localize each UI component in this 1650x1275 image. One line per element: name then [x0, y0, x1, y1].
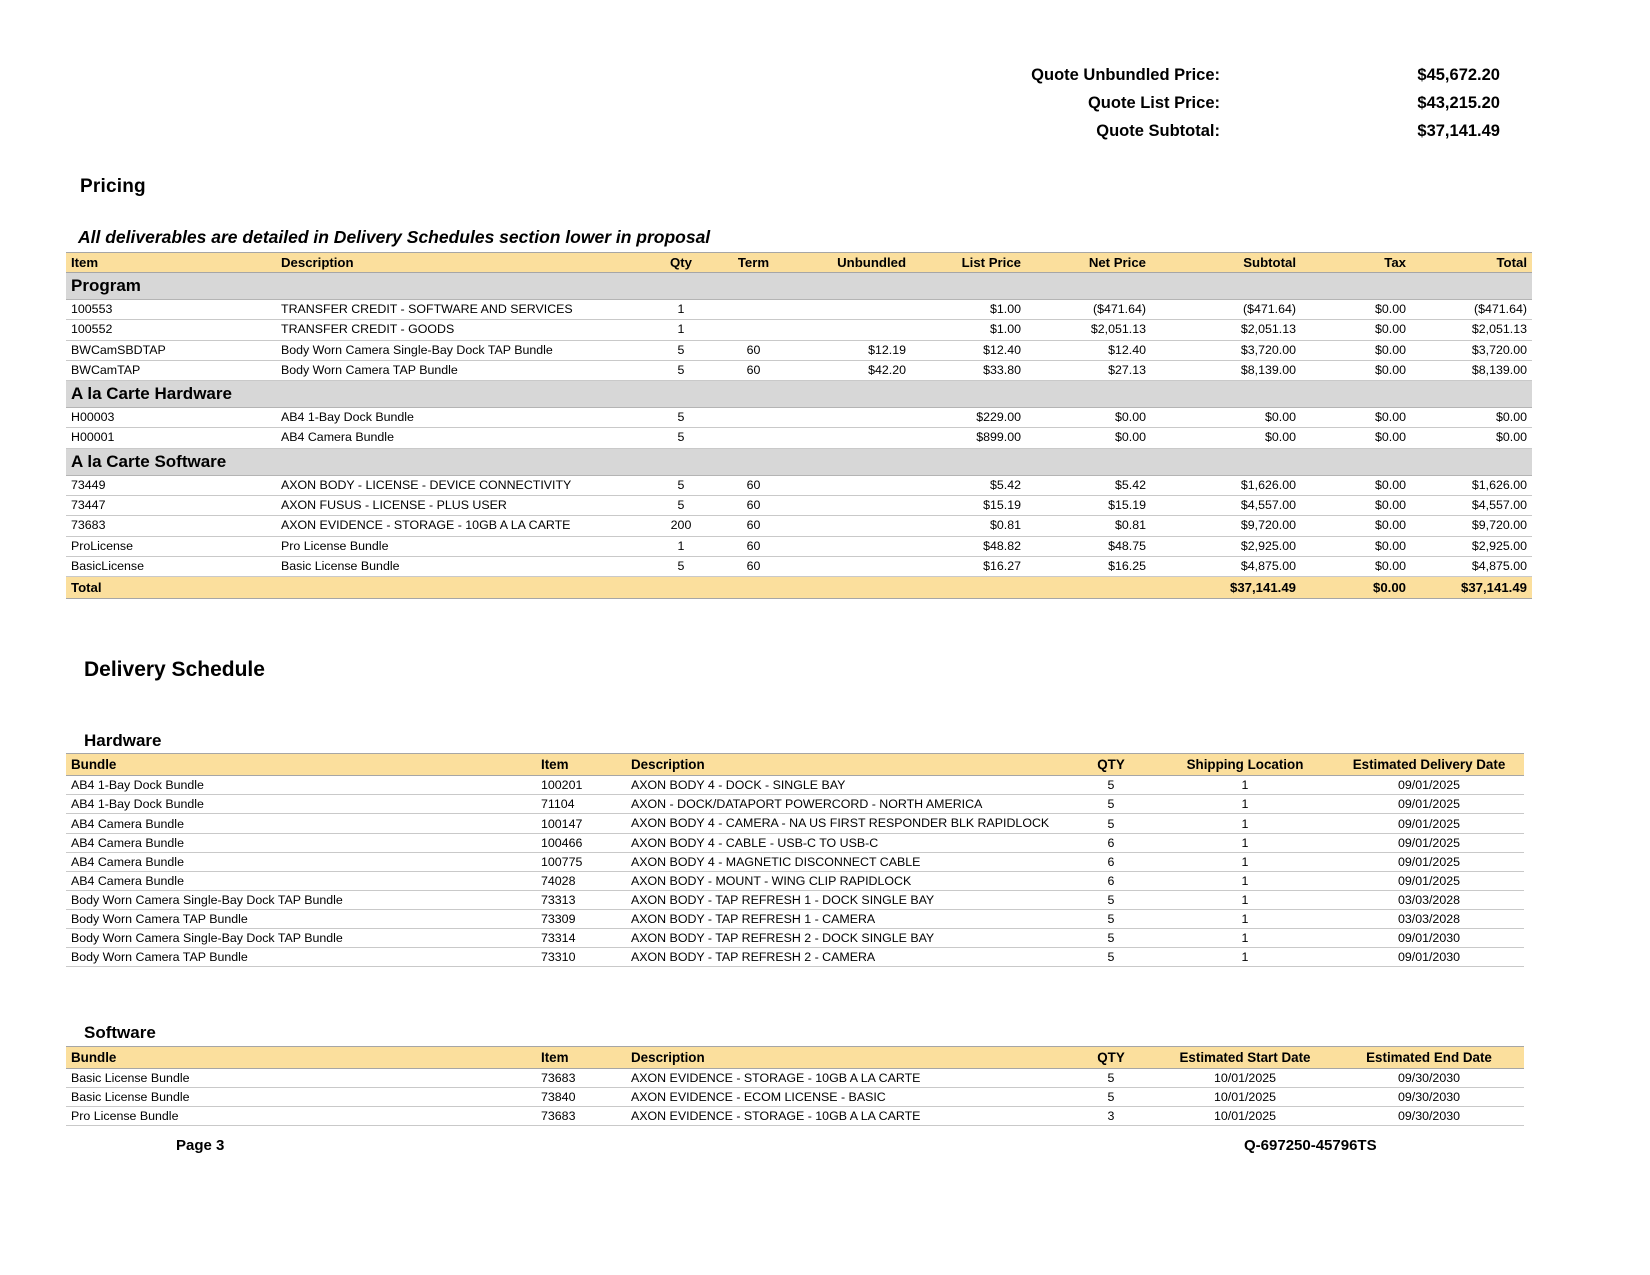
hardware-cell-delivery-date: 09/01/2030 — [1334, 929, 1524, 948]
software-table-head — [66, 1047, 1524, 1069]
quote-summary-value: $37,141.49 — [1417, 122, 1500, 140]
software-col-header: Description — [626, 1047, 1066, 1069]
pricing-col-header: Qty — [646, 253, 716, 273]
pricing-cell-list-price: $48.82 — [911, 536, 1026, 556]
software-cell-start-date: 10/01/2025 — [1156, 1107, 1334, 1126]
pricing-cell-term: 60 — [716, 496, 791, 516]
table-row — [66, 853, 1524, 872]
hardware-cell-item: 100147 — [536, 814, 626, 834]
pricing-cell-list-price: $12.40 — [911, 340, 1026, 360]
pricing-cell-unbundled — [791, 408, 911, 428]
software-col-header: Estimated End Date — [1334, 1047, 1524, 1069]
table-row — [66, 475, 1532, 495]
hardware-cell-bundle: Body Worn Camera TAP Bundle — [66, 948, 536, 967]
software-table-body — [66, 1069, 1524, 1126]
hardware-cell-shipping-location: 1 — [1156, 948, 1334, 967]
hardware-cell-item: 74028 — [536, 872, 626, 891]
pricing-cell-list-price: $0.81 — [911, 516, 1026, 536]
pricing-total-total: $37,141.49 — [1411, 577, 1532, 599]
pricing-cell-net-price: $0.00 — [1026, 428, 1151, 448]
hardware-header-row — [66, 754, 1524, 776]
hardware-cell-item: 100466 — [536, 834, 626, 853]
pricing-cell-subtotal: $2,051.13 — [1151, 320, 1301, 340]
pricing-cell-qty: 5 — [646, 475, 716, 495]
pricing-cell-item: 73683 — [66, 516, 276, 536]
pricing-cell-term: 60 — [716, 536, 791, 556]
pricing-cell-qty: 5 — [646, 496, 716, 516]
hardware-cell-description: AXON BODY 4 - CAMERA - NA US FIRST RESPONDER BLK RAPIDLOCK — [626, 814, 1066, 834]
section-title-delivery-schedule: Delivery Schedule — [84, 658, 265, 681]
hardware-cell-item: 100201 — [536, 776, 626, 795]
pricing-cell-item: H00001 — [66, 428, 276, 448]
hardware-cell-qty: 5 — [1066, 814, 1156, 834]
hardware-cell-description: AXON BODY - TAP REFRESH 1 - DOCK SINGLE BAY — [626, 891, 1066, 910]
hardware-cell-qty: 6 — [1066, 834, 1156, 853]
hardware-cell-description: AXON BODY - TAP REFRESH 1 - CAMERA — [626, 910, 1066, 929]
pricing-cell-total: $2,925.00 — [1411, 536, 1532, 556]
hardware-cell-qty: 6 — [1066, 853, 1156, 872]
pricing-cell-qty: 5 — [646, 360, 716, 380]
software-col-header: Estimated Start Date — [1156, 1047, 1334, 1069]
hardware-cell-item: 73309 — [536, 910, 626, 929]
pricing-cell-description: Basic License Bundle — [276, 556, 646, 576]
pricing-cell-term: 60 — [716, 360, 791, 380]
pricing-header-row — [66, 253, 1532, 273]
hardware-cell-delivery-date: 09/01/2025 — [1334, 776, 1524, 795]
hardware-cell-bundle: Body Worn Camera Single-Bay Dock TAP Bundle — [66, 891, 536, 910]
pricing-cell-unbundled: $42.20 — [791, 360, 911, 380]
pricing-cell-list-price: $229.00 — [911, 408, 1026, 428]
pricing-cell-tax: $0.00 — [1301, 475, 1411, 495]
quote-summary-label: Quote List Price: — [1087, 94, 1220, 112]
hardware-cell-delivery-date: 03/03/2028 — [1334, 910, 1524, 929]
hardware-cell-qty: 5 — [1066, 795, 1156, 814]
pricing-cell-qty: 1 — [646, 300, 716, 320]
pricing-cell-tax: $0.00 — [1301, 408, 1411, 428]
hardware-cell-bundle: AB4 1-Bay Dock Bundle — [66, 776, 536, 795]
pricing-col-header: Unbundled — [791, 253, 911, 273]
pricing-cell-total: $0.00 — [1411, 428, 1532, 448]
pricing-group-row — [66, 381, 1532, 408]
pricing-cell-term: 60 — [716, 516, 791, 536]
pricing-total-empty — [911, 577, 1026, 599]
hardware-cell-description: AXON BODY - TAP REFRESH 2 - DOCK SINGLE BAY — [626, 929, 1066, 948]
section-title-software: Software — [84, 1023, 156, 1042]
pricing-cell-list-price: $16.27 — [911, 556, 1026, 576]
software-cell-item: 73683 — [536, 1107, 626, 1126]
hardware-cell-item: 71104 — [536, 795, 626, 814]
pricing-group-row — [66, 448, 1532, 475]
hardware-cell-qty: 5 — [1066, 776, 1156, 795]
pricing-total-empty — [716, 577, 791, 599]
hardware-cell-shipping-location: 1 — [1156, 891, 1334, 910]
software-col-header: Bundle — [66, 1047, 536, 1069]
pricing-col-header: Term — [716, 253, 791, 273]
pricing-cell-subtotal: $3,720.00 — [1151, 340, 1301, 360]
pricing-total-empty — [646, 577, 716, 599]
hardware-cell-bundle: AB4 Camera Bundle — [66, 814, 536, 834]
pricing-total-label: Total — [66, 577, 276, 599]
software-cell-description: AXON EVIDENCE - STORAGE - 10GB A LA CARTE — [626, 1107, 1066, 1126]
pricing-cell-tax: $0.00 — [1301, 428, 1411, 448]
pricing-cell-item: BWCamTAP — [66, 360, 276, 380]
pricing-cell-unbundled: $12.19 — [791, 340, 911, 360]
pricing-cell-qty: 1 — [646, 320, 716, 340]
pricing-total-empty — [276, 577, 646, 599]
pricing-cell-term: 60 — [716, 340, 791, 360]
table-row — [66, 795, 1524, 814]
table-row — [66, 776, 1524, 795]
hardware-cell-description: AXON BODY - TAP REFRESH 2 - CAMERA — [626, 948, 1066, 967]
table-row — [66, 872, 1524, 891]
table-row — [66, 496, 1532, 516]
pricing-cell-term — [716, 428, 791, 448]
software-cell-qty: 5 — [1066, 1088, 1156, 1107]
hardware-cell-qty: 5 — [1066, 910, 1156, 929]
pricing-cell-total: $8,139.00 — [1411, 360, 1532, 380]
hardware-cell-bundle: AB4 Camera Bundle — [66, 853, 536, 872]
hardware-cell-qty: 5 — [1066, 948, 1156, 967]
pricing-cell-net-price: $2,051.13 — [1026, 320, 1151, 340]
hardware-cell-description: AXON BODY 4 - CABLE - USB-C TO USB-C — [626, 834, 1066, 853]
pricing-cell-term — [716, 408, 791, 428]
hardware-table-body — [66, 776, 1524, 967]
pricing-cell-unbundled — [791, 496, 911, 516]
pricing-total-subtotal: $37,141.49 — [1151, 577, 1301, 599]
table-row — [66, 948, 1524, 967]
pricing-col-header: Item — [66, 253, 276, 273]
pricing-cell-term — [716, 320, 791, 340]
pricing-cell-unbundled — [791, 556, 911, 576]
pricing-cell-item: 100552 — [66, 320, 276, 340]
pricing-cell-qty: 5 — [646, 428, 716, 448]
hardware-cell-description: AXON - DOCK/DATAPORT POWERCORD - NORTH AMERICA — [626, 795, 1066, 814]
hardware-cell-shipping-location: 1 — [1156, 795, 1334, 814]
pricing-cell-list-price: $5.42 — [911, 475, 1026, 495]
pricing-cell-item: BasicLicense — [66, 556, 276, 576]
pricing-cell-list-price: $1.00 — [911, 300, 1026, 320]
pricing-cell-item: 73447 — [66, 496, 276, 516]
software-cell-bundle: Basic License Bundle — [66, 1088, 536, 1107]
software-cell-qty: 3 — [1066, 1107, 1156, 1126]
software-cell-end-date: 09/30/2030 — [1334, 1107, 1524, 1126]
software-delivery-table — [66, 1046, 1524, 1126]
pricing-cell-tax: $0.00 — [1301, 556, 1411, 576]
pricing-cell-description: TRANSFER CREDIT - SOFTWARE AND SERVICES — [276, 300, 646, 320]
pricing-cell-tax: $0.00 — [1301, 516, 1411, 536]
quote-summary-label: Quote Unbundled Price: — [1031, 66, 1220, 84]
table-row — [66, 340, 1532, 360]
software-col-header: Item — [536, 1047, 626, 1069]
pricing-group-label: A la Carte Software — [66, 448, 1532, 475]
hardware-cell-qty: 6 — [1066, 872, 1156, 891]
hardware-cell-item: 100775 — [536, 853, 626, 872]
pricing-cell-term: 60 — [716, 556, 791, 576]
pricing-cell-description: AB4 Camera Bundle — [276, 428, 646, 448]
hardware-cell-qty: 5 — [1066, 891, 1156, 910]
pricing-cell-item: 73449 — [66, 475, 276, 495]
pricing-cell-subtotal: $9,720.00 — [1151, 516, 1301, 536]
pricing-col-header: Total — [1411, 253, 1532, 273]
footer-quote-number: Q-697250-45796TS — [1244, 1137, 1377, 1154]
pricing-cell-description: TRANSFER CREDIT - GOODS — [276, 320, 646, 340]
table-row — [66, 1069, 1524, 1088]
hardware-col-header: Bundle — [66, 754, 536, 776]
pricing-cell-tax: $0.00 — [1301, 300, 1411, 320]
software-cell-end-date: 09/30/2030 — [1334, 1069, 1524, 1088]
pricing-col-header: Tax — [1301, 253, 1411, 273]
pricing-cell-unbundled — [791, 428, 911, 448]
table-row — [66, 834, 1524, 853]
hardware-col-header: Item — [536, 754, 626, 776]
software-cell-description: AXON EVIDENCE - ECOM LICENSE - BASIC — [626, 1088, 1066, 1107]
quote-summary — [860, 66, 1500, 150]
pricing-cell-net-price: $12.40 — [1026, 340, 1151, 360]
pricing-cell-unbundled — [791, 320, 911, 340]
software-cell-qty: 5 — [1066, 1069, 1156, 1088]
pricing-cell-tax: $0.00 — [1301, 320, 1411, 340]
pricing-total-row — [66, 577, 1532, 599]
pricing-cell-net-price: $16.25 — [1026, 556, 1151, 576]
table-row — [66, 891, 1524, 910]
pricing-cell-description: AXON BODY - LICENSE - DEVICE CONNECTIVITY — [276, 475, 646, 495]
quote-summary-row — [860, 122, 1500, 150]
pricing-cell-term — [716, 300, 791, 320]
quote-summary-label: Quote Subtotal: — [1096, 122, 1220, 140]
hardware-delivery-table — [66, 753, 1524, 967]
software-cell-end-date: 09/30/2030 — [1334, 1088, 1524, 1107]
pricing-total-empty — [791, 577, 911, 599]
pricing-total-empty — [1026, 577, 1151, 599]
pricing-cell-unbundled — [791, 300, 911, 320]
page-title-pricing: Pricing — [80, 176, 146, 197]
section-title-hardware: Hardware — [84, 731, 162, 750]
table-row — [66, 814, 1524, 834]
hardware-cell-shipping-location: 1 — [1156, 776, 1334, 795]
pricing-cell-net-price: $48.75 — [1026, 536, 1151, 556]
hardware-col-header: Estimated Delivery Date — [1334, 754, 1524, 776]
table-row — [66, 428, 1532, 448]
pricing-cell-unbundled — [791, 475, 911, 495]
table-row — [66, 929, 1524, 948]
hardware-cell-shipping-location: 1 — [1156, 814, 1334, 834]
table-row — [66, 910, 1524, 929]
hardware-cell-delivery-date: 09/01/2030 — [1334, 948, 1524, 967]
hardware-col-header: Shipping Location — [1156, 754, 1334, 776]
pricing-cell-net-price: ($471.64) — [1026, 300, 1151, 320]
software-cell-item: 73840 — [536, 1088, 626, 1107]
pricing-cell-total: ($471.64) — [1411, 300, 1532, 320]
table-row — [66, 536, 1532, 556]
pricing-cell-list-price: $1.00 — [911, 320, 1026, 340]
pricing-cell-term: 60 — [716, 475, 791, 495]
table-row — [66, 1107, 1524, 1126]
pricing-cell-item: H00003 — [66, 408, 276, 428]
pricing-group-row — [66, 273, 1532, 300]
hardware-cell-shipping-location: 1 — [1156, 853, 1334, 872]
pricing-cell-subtotal: $8,139.00 — [1151, 360, 1301, 380]
hardware-cell-qty: 5 — [1066, 929, 1156, 948]
hardware-cell-shipping-location: 1 — [1156, 834, 1334, 853]
pricing-table-body — [66, 273, 1532, 599]
hardware-cell-bundle: Body Worn Camera Single-Bay Dock TAP Bundle — [66, 929, 536, 948]
pricing-cell-item: BWCamSBDTAP — [66, 340, 276, 360]
pricing-col-header: List Price — [911, 253, 1026, 273]
hardware-cell-bundle: AB4 Camera Bundle — [66, 872, 536, 891]
table-row — [66, 516, 1532, 536]
pricing-cell-subtotal: $4,875.00 — [1151, 556, 1301, 576]
hardware-cell-item: 73314 — [536, 929, 626, 948]
hardware-cell-description: AXON BODY 4 - DOCK - SINGLE BAY — [626, 776, 1066, 795]
pricing-cell-item: 100553 — [66, 300, 276, 320]
software-col-header: QTY — [1066, 1047, 1156, 1069]
table-row — [66, 360, 1532, 380]
hardware-cell-bundle: AB4 1-Bay Dock Bundle — [66, 795, 536, 814]
quote-summary-row — [860, 66, 1500, 94]
pricing-cell-description: AXON EVIDENCE - STORAGE - 10GB A LA CARTE — [276, 516, 646, 536]
pricing-cell-total: $4,875.00 — [1411, 556, 1532, 576]
hardware-col-header: Description — [626, 754, 1066, 776]
quote-summary-value: $43,215.20 — [1417, 94, 1500, 112]
pricing-col-header: Description — [276, 253, 646, 273]
hardware-cell-item: 73313 — [536, 891, 626, 910]
pricing-col-header: Subtotal — [1151, 253, 1301, 273]
pricing-cell-total: $2,051.13 — [1411, 320, 1532, 340]
hardware-cell-delivery-date: 09/01/2025 — [1334, 814, 1524, 834]
table-row — [66, 408, 1532, 428]
pricing-cell-unbundled — [791, 516, 911, 536]
pricing-cell-description: Body Worn Camera TAP Bundle — [276, 360, 646, 380]
pricing-cell-qty: 5 — [646, 340, 716, 360]
table-row — [66, 300, 1532, 320]
pricing-cell-subtotal: $1,626.00 — [1151, 475, 1301, 495]
pricing-table-head — [66, 253, 1532, 273]
hardware-cell-delivery-date: 03/03/2028 — [1334, 891, 1524, 910]
pricing-cell-subtotal: $0.00 — [1151, 408, 1301, 428]
software-cell-start-date: 10/01/2025 — [1156, 1069, 1334, 1088]
pricing-cell-description: AB4 1-Bay Dock Bundle — [276, 408, 646, 428]
pricing-cell-list-price: $33.80 — [911, 360, 1026, 380]
software-cell-item: 73683 — [536, 1069, 626, 1088]
software-cell-bundle: Pro License Bundle — [66, 1107, 536, 1126]
pricing-col-header: Net Price — [1026, 253, 1151, 273]
pricing-cell-total: $1,626.00 — [1411, 475, 1532, 495]
table-row — [66, 320, 1532, 340]
deliverables-note: All deliverables are detailed in Delivery Schedules section lower in proposal — [78, 227, 711, 247]
hardware-table-head — [66, 754, 1524, 776]
hardware-cell-delivery-date: 09/01/2025 — [1334, 834, 1524, 853]
pricing-cell-net-price: $5.42 — [1026, 475, 1151, 495]
pricing-cell-tax: $0.00 — [1301, 360, 1411, 380]
pricing-cell-net-price: $0.81 — [1026, 516, 1151, 536]
pricing-group-label: A la Carte Hardware — [66, 381, 1532, 408]
pricing-total-tax: $0.00 — [1301, 577, 1411, 599]
hardware-col-header: QTY — [1066, 754, 1156, 776]
pricing-cell-qty: 5 — [646, 556, 716, 576]
pricing-cell-subtotal: $4,557.00 — [1151, 496, 1301, 516]
pricing-cell-list-price: $899.00 — [911, 428, 1026, 448]
hardware-cell-bundle: Body Worn Camera TAP Bundle — [66, 910, 536, 929]
pricing-cell-net-price: $27.13 — [1026, 360, 1151, 380]
pricing-cell-subtotal: $0.00 — [1151, 428, 1301, 448]
pricing-cell-qty: 1 — [646, 536, 716, 556]
hardware-cell-shipping-location: 1 — [1156, 929, 1334, 948]
pricing-cell-description: Pro License Bundle — [276, 536, 646, 556]
hardware-cell-shipping-location: 1 — [1156, 910, 1334, 929]
hardware-cell-bundle: AB4 Camera Bundle — [66, 834, 536, 853]
pricing-cell-list-price: $15.19 — [911, 496, 1026, 516]
pricing-cell-total: $0.00 — [1411, 408, 1532, 428]
software-cell-description: AXON EVIDENCE - STORAGE - 10GB A LA CARTE — [626, 1069, 1066, 1088]
pricing-cell-total: $9,720.00 — [1411, 516, 1532, 536]
pricing-cell-subtotal: $2,925.00 — [1151, 536, 1301, 556]
table-row — [66, 1088, 1524, 1107]
pricing-group-label: Program — [66, 273, 1532, 300]
pricing-cell-description: Body Worn Camera Single-Bay Dock TAP Bundle — [276, 340, 646, 360]
hardware-cell-delivery-date: 09/01/2025 — [1334, 853, 1524, 872]
quote-summary-row — [860, 94, 1500, 122]
pricing-cell-description: AXON FUSUS - LICENSE - PLUS USER — [276, 496, 646, 516]
software-cell-start-date: 10/01/2025 — [1156, 1088, 1334, 1107]
hardware-cell-description: AXON BODY 4 - MAGNETIC DISCONNECT CABLE — [626, 853, 1066, 872]
pricing-cell-subtotal: ($471.64) — [1151, 300, 1301, 320]
hardware-cell-delivery-date: 09/01/2025 — [1334, 795, 1524, 814]
quote-summary-value: $45,672.20 — [1417, 66, 1500, 84]
software-cell-bundle: Basic License Bundle — [66, 1069, 536, 1088]
pricing-cell-unbundled — [791, 536, 911, 556]
pricing-cell-tax: $0.00 — [1301, 496, 1411, 516]
hardware-cell-shipping-location: 1 — [1156, 872, 1334, 891]
hardware-cell-delivery-date: 09/01/2025 — [1334, 872, 1524, 891]
pricing-cell-net-price: $15.19 — [1026, 496, 1151, 516]
pricing-cell-tax: $0.00 — [1301, 536, 1411, 556]
software-header-row — [66, 1047, 1524, 1069]
pricing-table — [66, 252, 1532, 599]
pricing-cell-item: ProLicense — [66, 536, 276, 556]
pricing-cell-qty: 5 — [646, 408, 716, 428]
pricing-cell-tax: $0.00 — [1301, 340, 1411, 360]
pricing-cell-net-price: $0.00 — [1026, 408, 1151, 428]
hardware-cell-description: AXON BODY - MOUNT - WING CLIP RAPIDLOCK — [626, 872, 1066, 891]
footer-page-number: Page 3 — [176, 1137, 225, 1154]
table-row — [66, 556, 1532, 576]
pricing-cell-total: $4,557.00 — [1411, 496, 1532, 516]
pricing-cell-qty: 200 — [646, 516, 716, 536]
hardware-cell-item: 73310 — [536, 948, 626, 967]
pricing-cell-total: $3,720.00 — [1411, 340, 1532, 360]
